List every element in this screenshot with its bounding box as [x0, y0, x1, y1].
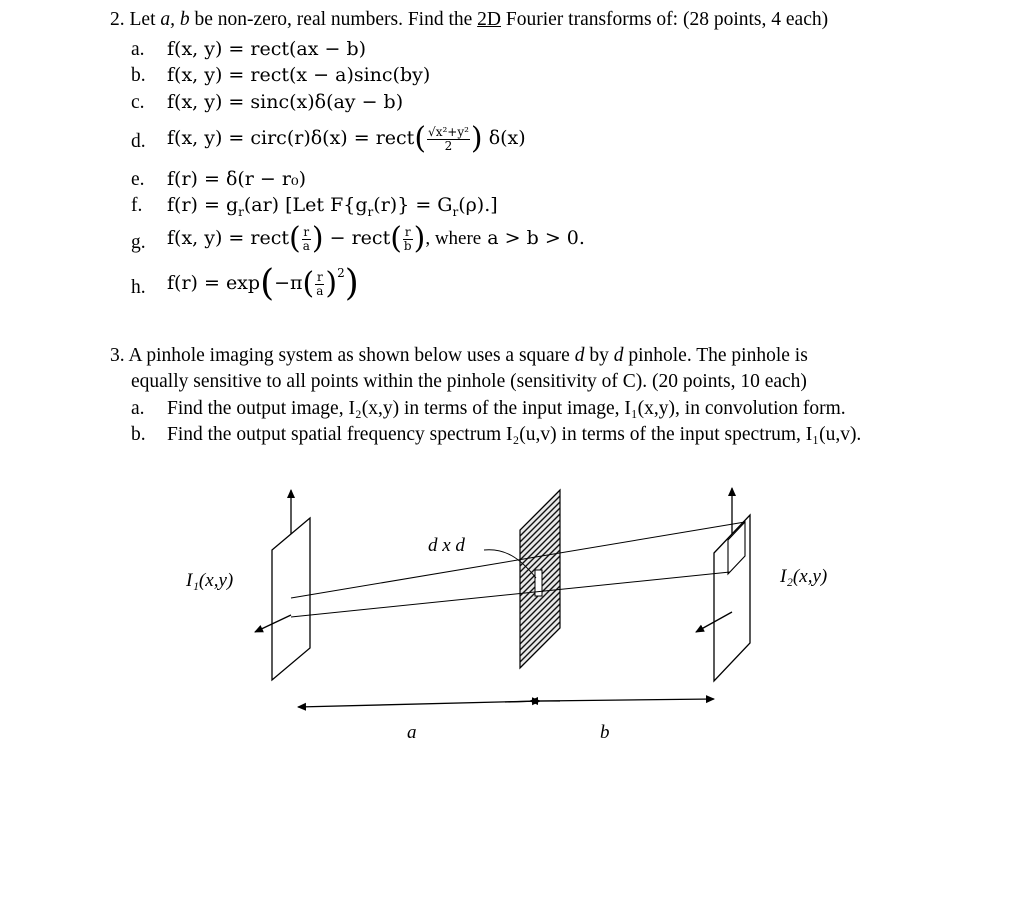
q2-item-f-sub2: r	[367, 204, 374, 219]
q2-item-f-mid: (ar) [Let F{g	[243, 194, 368, 216]
q2-2d: 2D	[477, 9, 501, 30]
distance-b-arrow	[540, 699, 714, 701]
ray-lower	[291, 572, 730, 617]
q2-item-f-sub1: r	[238, 204, 244, 219]
q3-item-b-label: b.	[131, 424, 146, 445]
q2-item-a-expr: f(x, y) = rect(ax − b)	[167, 38, 367, 60]
q2-item-h-power: 2	[337, 266, 345, 280]
q2-vars: a, b	[160, 9, 190, 30]
q3-item-b-text: Find the output spatial frequency spectrum I₂(u,v) in terms of the input spectrum, I₁(u,v).	[167, 424, 862, 445]
distance-a-arrow-left	[298, 701, 540, 707]
q2-item-f-mid2: (r)} = G	[373, 194, 453, 216]
q3-line1a: A pinhole imaging system as shown below uses a square	[128, 345, 570, 366]
q2-rest1: be non-zero, real numbers. Find the	[194, 9, 473, 30]
q2-item-c-expr: f(x, y) = sinc(x)δ(ay − b)	[167, 91, 404, 113]
pinhole-label: d x d	[428, 535, 465, 556]
q2-item-e-label: e.	[131, 169, 145, 190]
q3-line1b: pinhole. The pinhole is	[628, 345, 808, 366]
q2-item-b-expr: f(x, y) = rect(x − a)sinc(by)	[167, 64, 431, 86]
q2-item-g-minus: − rect	[329, 227, 391, 249]
q2-item-g-expr: f(x, y) = rect( $\frac{r}{a}$ ) − rect( $\frac{r}{b}$ ), where a > b > 0.	[167, 221, 585, 256]
q2-intro: Let	[129, 9, 156, 30]
q2-item-d-lhs: f(x, y) = circ(r)δ(x) = rect	[167, 127, 415, 149]
q3-item-a-text: Find the output image, I₂(x,y) in terms of the input image, I₁(x,y), in convolution form.	[167, 398, 846, 419]
q2-item-f-lhs: f(r) = g	[167, 194, 239, 216]
q3-d1: d	[574, 345, 585, 366]
q2-item-f-end: (ρ).]	[458, 194, 498, 216]
q2-item-h-den: a	[316, 283, 324, 298]
q3-number: 3.	[110, 345, 125, 366]
q2-item-h-expr: f(r) = exp(−π( $\frac{r}{a}$ )$^2$)	[167, 263, 359, 304]
q3-by: by	[589, 345, 609, 366]
input-plane	[272, 518, 310, 680]
distance-a-label: a	[407, 722, 417, 743]
q2-number: 2.	[110, 9, 125, 30]
q2-item-g-cond: a > b > 0.	[487, 227, 585, 249]
q2-item-g-label: g.	[131, 232, 146, 253]
q2-item-d-num: √x²+y²	[428, 124, 469, 139]
q2-item-d-label: d.	[131, 131, 146, 152]
distance-b-label: b	[600, 722, 610, 743]
q2-item-e-expr: f(r) = δ(r − r₀)	[167, 168, 306, 190]
q2-item-a-label: a.	[131, 39, 145, 60]
q2-item-g-num1: r	[303, 224, 310, 239]
q2-item-b-label: b.	[131, 65, 146, 86]
q2-rest2: Fourier transforms of: (28 points, 4 each)	[505, 9, 829, 30]
input-label: I₁(x,y)	[186, 570, 234, 591]
output-label: I₂(x,y)	[780, 566, 828, 587]
q3-item-a-label: a.	[131, 398, 145, 419]
q2-item-c-label: c.	[131, 92, 145, 113]
q2-item-g-num2: r	[404, 224, 411, 239]
q2-item-d-rhs: δ(x)	[488, 127, 526, 149]
q2-item-d-expr: f(x, y) = circ(r)δ(x) = rect( $\frac{\text{√x²+y²}}{2}$ ) δ(x)	[167, 121, 526, 156]
q2-item-f-label: f.	[131, 195, 143, 216]
q2-item-g-tail: , where	[425, 228, 482, 249]
q2-item-g-lhs: f(x, y) = rect	[167, 227, 289, 249]
q2-item-d-den: 2	[444, 138, 453, 153]
q2-item-g-den2: b	[403, 238, 412, 253]
q2-item-h-label: h.	[131, 277, 146, 298]
q2-item-h-inner: −π	[274, 272, 303, 294]
q2-item-h-lhs: f(r) = exp	[167, 272, 261, 294]
q2-item-g-den1: a	[302, 238, 310, 253]
q2-item-h-num: r	[316, 269, 323, 284]
q3-line2: equally sensitive to all points within the pinhole (sensitivity of C). (20 points, 10 each)	[131, 371, 807, 392]
q3-d2: d	[613, 345, 624, 366]
q2-item-f-sub3: r	[452, 204, 459, 219]
